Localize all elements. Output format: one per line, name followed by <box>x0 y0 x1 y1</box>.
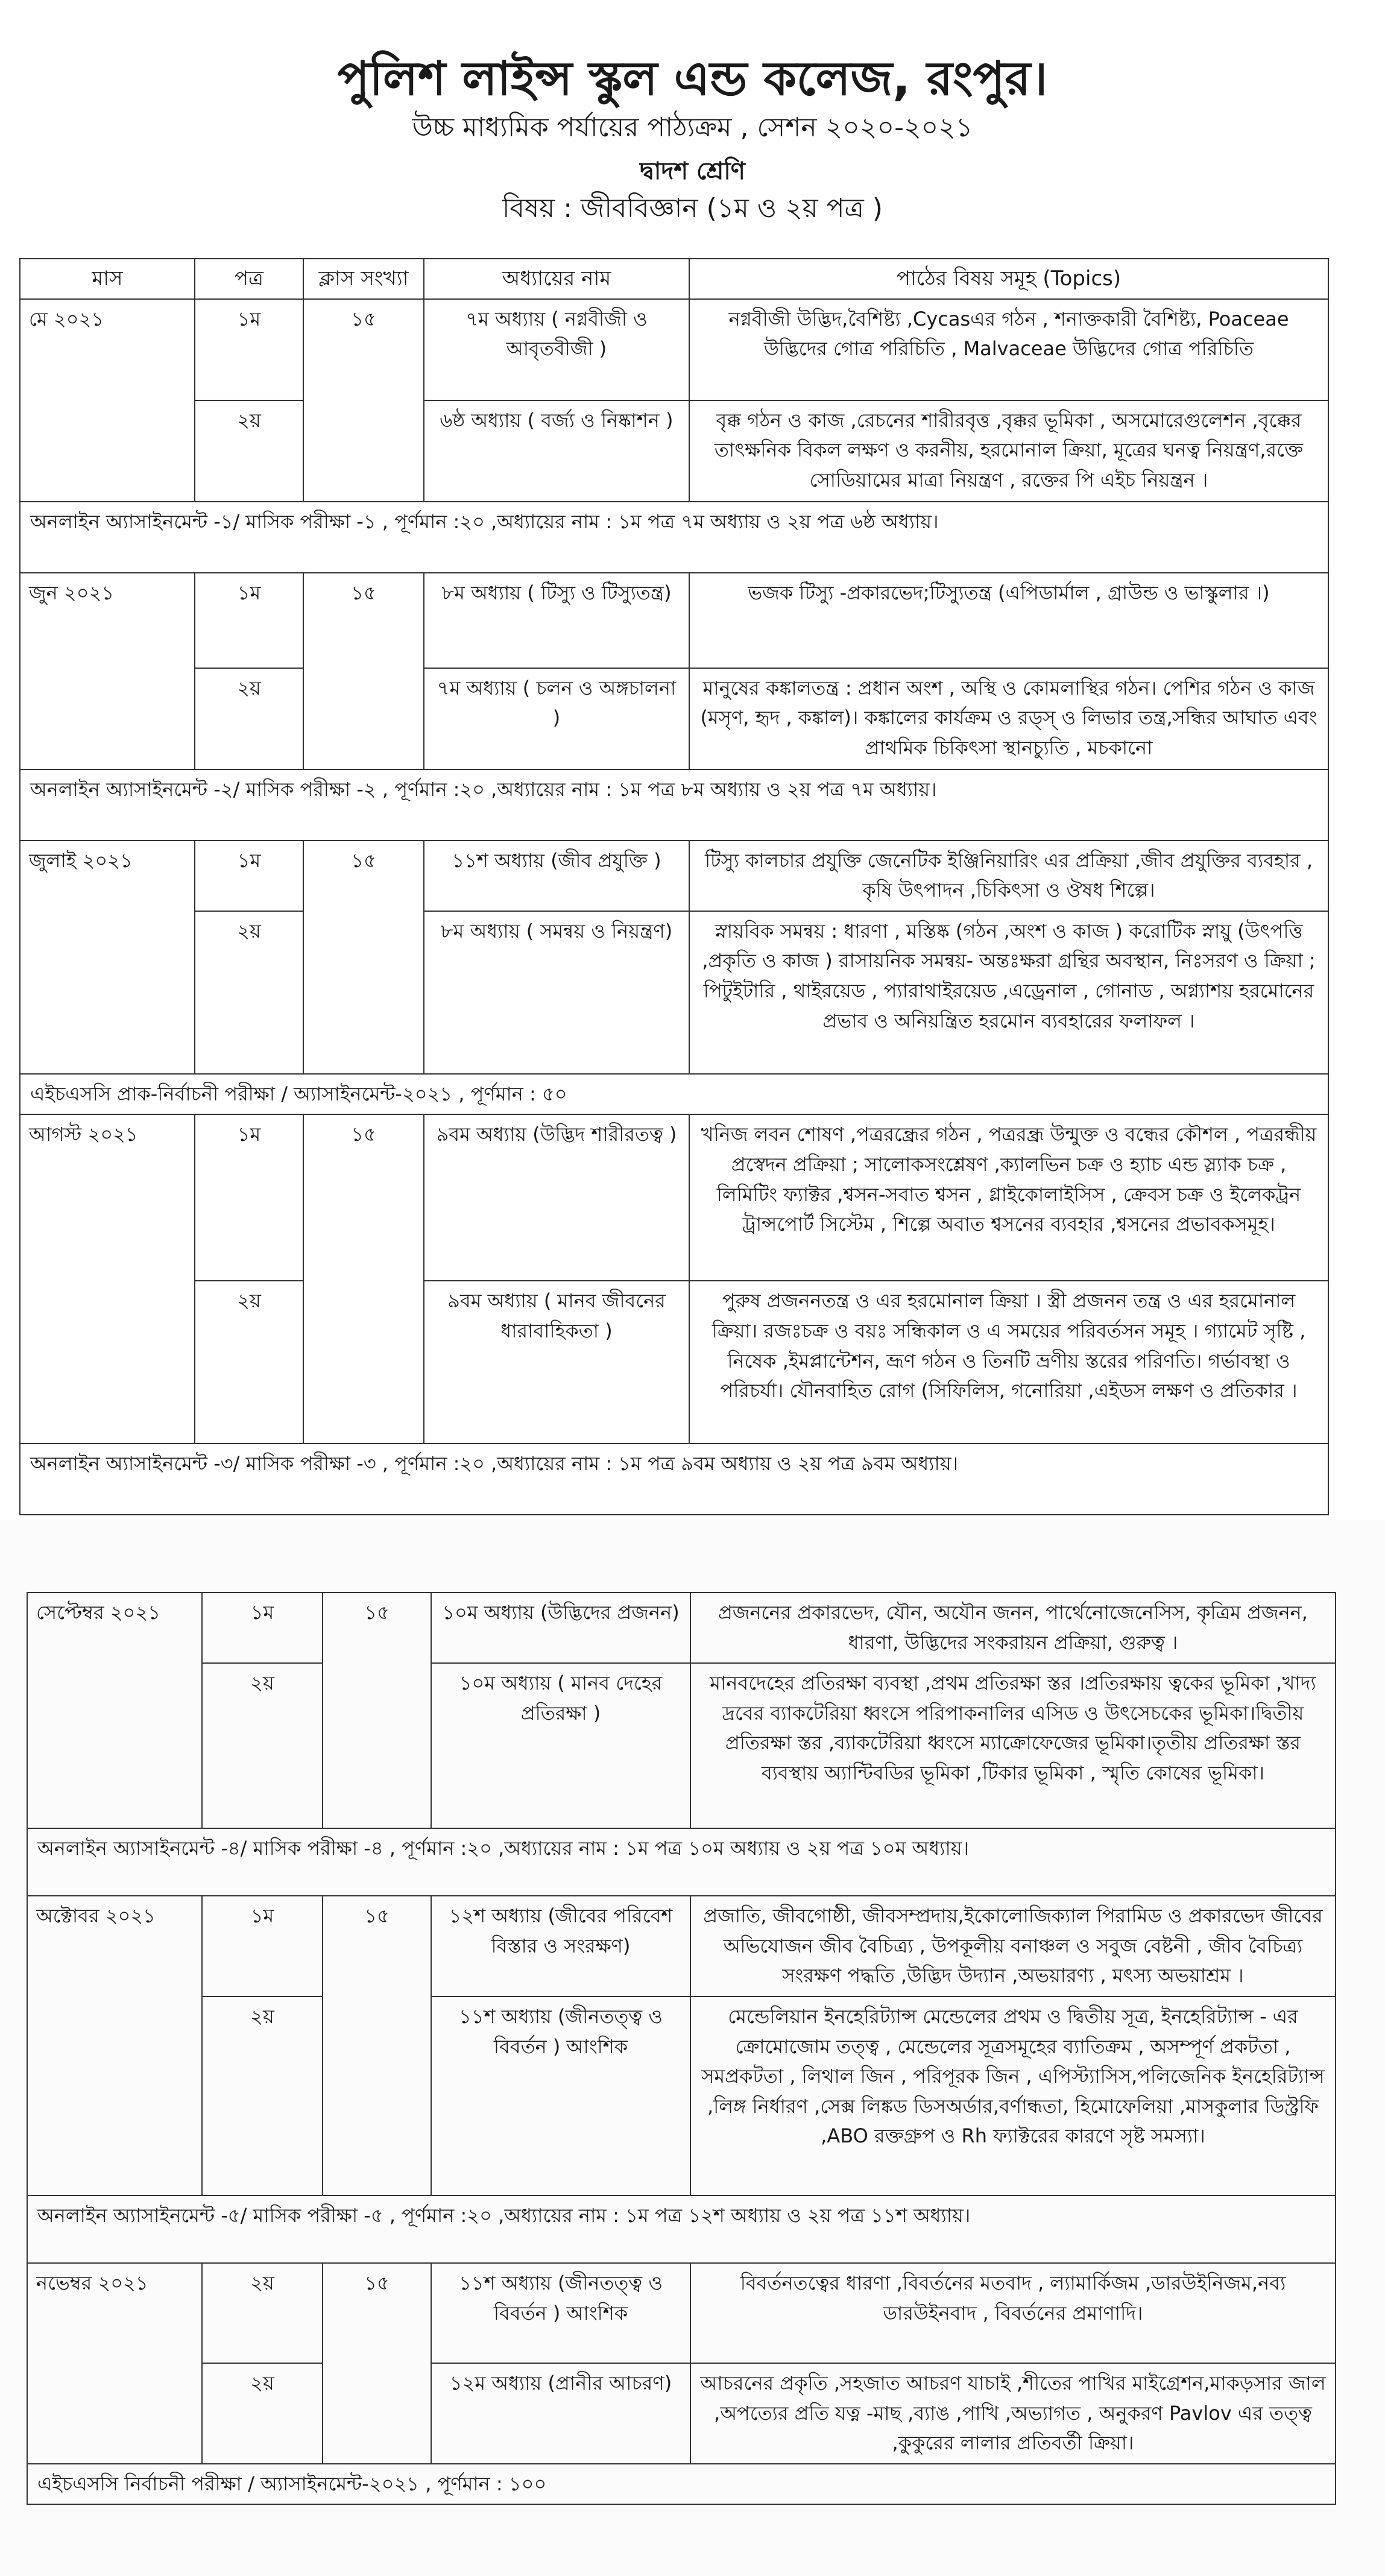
table-row <box>20 400 1328 502</box>
curriculum-line: উচ্চ মাধ্যমিক পর্যায়ের পাঠ্যক্রম , সেশন ২০২০-২০২১ <box>412 112 973 143</box>
chapter-cell: ৭ম অধ্যায় ( চলন ও অঙ্গচালনা ) <box>424 668 689 769</box>
topics-cell: বৃক্ক গঠন ও কাজ ,রেচনের শারীরবৃত্ত ,বৃক্কর ভূমিকা , অসমোরেগুলেশন ,বৃক্কের তাৎক্ষনিক বিকল লক্ষণ ও করনীয়, হরমোনাল ক্রিয়া, মূত্রের ঘনত্ব নিয়ন্ত্রণ,রক্তে সোডিয়ামের মাত্রা নিয়ন্ত্রণ , রক্তের পি এইচ নিয়ন্ত্রন । <box>689 400 1328 502</box>
table-row <box>20 841 1328 911</box>
topics-cell: আচরনের প্রকৃতি ,সহজাত আচরণ যাচাই ,শীতের পাখির মাইগ্রেশন,মাকড়সার জাল ,অপত্যের প্রতি যত্ন -মাছ ,ব্যাঙ ,পাখি ,অভ্যাগত , অনুকরণ Pavlov এর তত্ত্ব ,কুকুরের লালার প্রতিবর্তী ক্রিয়া। <box>690 2363 1336 2464</box>
paper-cell: ২য় <box>195 668 303 769</box>
table-row <box>20 299 1328 400</box>
chapter-cell: ৮ম অধ্যায় ( টিস্যু ও টিস্যুতন্ত্র) <box>424 573 689 668</box>
col-topics: পাঠের বিষয় সমূহ (Topics) <box>689 259 1328 299</box>
chapter-cell: ৮ম অধ্যায় ( সমন্বয় ও নিয়ন্ত্রণ) <box>424 911 689 1074</box>
month-cell: অক্টোবর ২০২১ <box>27 1896 202 2196</box>
syllabus-table-2 <box>27 1592 1336 2505</box>
topics-cell: টিস্যু কালচার প্রযুক্তি জেনেটিক ইঞ্জিনিয়ারিং এর প্রক্রিয়া ,জীব প্রযুক্তির ব্যবহার , কৃষি উৎপাদন ,চিকিৎসা ও ঔষধ শিল্পে। <box>689 841 1328 911</box>
col-classes: ক্লাস সংখ্যা <box>303 259 424 299</box>
topics-cell: পুরুষ প্রজননতন্ত্র ও এর হরমোনাল ক্রিয়া । স্ত্রী প্রজনন তন্ত্র ও এর হরমোনাল ক্রিয়া। রজঃচক্র ও বয়ঃ সন্ধিকাল ও এ সময়ের পরিবর্তসন সমূহ । গ্যামেট সৃষ্টি , নিষেক ,ইমপ্লান্টেশন, ভ্রূণ গঠন ও তিনটি ভ্রণীয় স্তরের পরিণতি। গর্ভাবস্থা ও পরিচর্যা। যৌনবাহিত রোগ (সিফিলিস, গনোরিয়া ,এইডস লক্ষণ ও প্রতিকার । <box>689 1281 1328 1444</box>
paper-cell: ১ম <box>202 1896 323 1997</box>
topics-cell: ভজক টিস্যু -প্রকারভেদ;টিস্যুতন্ত্র (এপিডার্মাল , গ্রাউন্ড ও ভাস্কুলার ।) <box>689 573 1328 668</box>
subject-line: বিষয় : জীববিজ্ঞান (১ম ও ২য় পত্র ) <box>502 193 883 224</box>
paper-cell: ২য় <box>202 2363 323 2464</box>
chapter-cell: ১২ম অধ্যায় (প্রানীর আচরণ) <box>431 2363 690 2464</box>
chapter-cell: ১০ম অধ্যায় ( মানব দেহের প্রতিরক্ষা ) <box>431 1663 690 1828</box>
assessment-row <box>20 1074 1328 1115</box>
classes-cell: ১৫ <box>303 1114 424 1444</box>
paper-cell: ১ম <box>195 573 303 668</box>
assessment-row <box>27 2464 1336 2505</box>
assessment-row <box>27 1828 1336 1896</box>
classes-cell: ১৫ <box>323 1593 431 1828</box>
topics-cell: স্নায়বিক সমন্বয় : ধারণা , মস্তিষ্ক (গঠন ,অংশ ও কাজ ) করোটিক স্নায়ু (উৎপত্তি ,প্রকৃতি ও কাজ ) রাসায়নিক সমন্বয়- অন্তঃক্ষরা গ্রন্থির অবস্থান, নিঃসরণ ও ক্রিয়া ; পিটুইটারি , থাইরয়েড , প্যারাথাইরয়েড ,এড্রেনাল , গোনাড , অগ্ন্যাশয় হরমোনের প্রভাব ও অনিয়ন্ত্রিত হরমোন ব্যবহারের ফলাফল । <box>689 911 1328 1074</box>
classes-cell: ১৫ <box>303 841 424 1074</box>
paper-cell: ২য় <box>202 1663 323 1828</box>
classes-cell: ১৫ <box>303 299 424 502</box>
paper-cell: ২য় <box>202 2263 323 2363</box>
topics-cell: নগ্নবীজী উদ্ভিদ,বৈশিষ্ট্য ,Cycasএর গঠন , শনাক্তকারী বৈশিষ্ট্য, Poaceae উদ্ভিদের গোত্র পরিচিতি , Malvaceae উদ্ভিদের গোত্র পরিচিতি <box>689 299 1328 400</box>
paper-cell: ১ম <box>195 1114 303 1281</box>
assessment-row <box>20 1444 1328 1515</box>
chapter-cell: ৬ষ্ঠ অধ্যায় ( বর্জ্য ও নিষ্কাশন ) <box>424 400 689 502</box>
topics-cell: বিবর্তনতত্বের ধারণা ,বিবর্তনের মতবাদ , ল্যামার্কিজম ,ডারউইনিজম,নব্য ডারউইনবাদ , বিবর্তনের প্রমাণাদি। <box>690 2263 1336 2363</box>
table-row <box>20 1114 1328 1281</box>
month-cell: জুন ২০২১ <box>20 573 195 769</box>
class-name: দ্বাদশ শ্রেণি <box>640 157 745 185</box>
assessment-cell: অনলাইন অ্যাসাইনমেন্ট -৩/ মাসিক পরীক্ষা -৩ , পূর্ণমান :২০ ,অধ্যায়ের নাম : ১ম পত্র ৯বম অধ্যায় ও ২য় পত্র ৯বম অধ্যায়। <box>20 1444 1328 1515</box>
month-cell: জুলাই ২০২১ <box>20 841 195 1074</box>
topics-cell: প্রজননের প্রকারভেদ, যৌন, অযৌন জনন, পার্থেনোজেনেসিস, কৃত্রিম প্রজনন, ধারণা, উদ্ভিদের সংকরায়ন প্রক্রিয়া, গুরুত্ব । <box>690 1593 1336 1663</box>
month-cell: মে ২০২১ <box>20 299 195 502</box>
chapter-cell: ১১শ অধ্যায় (জীনতত্ত্ব ও বিবর্তন ) আংশিক <box>431 2263 690 2363</box>
paper-cell: ২য় <box>202 1997 323 2196</box>
col-chapter: অধ্যায়ের নাম <box>424 259 689 299</box>
table-row <box>20 911 1328 1074</box>
paper-cell: ২য় <box>195 1281 303 1444</box>
month-cell: নভেম্বর ২০২১ <box>27 2263 202 2464</box>
paper-cell: ১ম <box>195 299 303 400</box>
table-row <box>27 1896 1336 1997</box>
chapter-cell: ৯বম অধ্যায় (উদ্ভিদ শারীরতত্ব ) <box>424 1114 689 1281</box>
assessment-cell: এইচএসসি প্রাক-নির্বাচনী পরীক্ষা / অ্যাসাইনমেন্ট-২০২১ , পূর্ণমান : ৫০ <box>20 1074 1328 1115</box>
table-row <box>27 1593 1336 1663</box>
chapter-cell: ৯বম অধ্যায় ( মানব জীবনের ধারাবাহিকতা ) <box>424 1281 689 1444</box>
assessment-cell: অনলাইন অ্যাসাইনমেন্ট -৪/ মাসিক পরীক্ষা -৪ , পূর্ণমান :২০ ,অধ্যায়ের নাম : ১ম পত্র ১০ম অধ্যায় ও ২য় পত্র ১০ম অধ্যায়। <box>27 1828 1336 1896</box>
classes-cell: ১৫ <box>323 1896 431 2196</box>
table-row <box>27 2363 1336 2464</box>
assessment-cell: এইচএসসি নির্বাচনী পরীক্ষা / অ্যাসাইনমেন্ট-২০২১ , পূর্ণমান : ১০০ <box>27 2464 1336 2505</box>
classes-cell: ১৫ <box>323 2263 431 2464</box>
month-cell: আগস্ট ২০২১ <box>20 1114 195 1444</box>
topics-cell: মানবদেহের প্রতিরক্ষা ব্যবস্থা ,প্রথম প্রতিরক্ষা স্তর ।প্রতিরক্ষায় ত্বকের ভূমিকা ,খাদ্য দ্রবের ব্যাকটেরিয়া ধ্বংসে পরিপাকনালির এসিড ও উৎসেচকের ভূমিকা।দ্বিতীয় প্রতিরক্ষা স্তর ,ব্যাকটেরিয়া ধ্বংসে ম্যাক্রোফেজের ভূমিকা।তৃতীয় প্রতিরক্ষা স্তর ব্যবস্থায় অ্যান্টিবডির ভূমিকা ,টিকার ভূমিকা , স্মৃতি কোষের ভূমিকা। <box>690 1663 1336 1828</box>
classes-cell: ১৫ <box>303 573 424 769</box>
topics-cell: প্রজাতি, জীবগোষ্ঠী, জীবসম্প্রদায়,ইকোলোজিক্যাল পিরামিড ও প্রকারভেদ জীবের অভিযোজন জীব বৈচিত্র্য , উপকূলীয় বনাঞ্চল ও সবুজ বেষ্টনী , জীব বৈচিত্র্য সংরক্ষণ পদ্ধতি ,উদ্ভিদ উদ্যান ,অভয়ারণ্য , মৎস্য অভয়াশ্রম । <box>690 1896 1336 1997</box>
chapter-cell: ১০ম অধ্যায় (উদ্ভিদের প্রজনন) <box>431 1593 690 1663</box>
paper-cell: ১ম <box>202 1593 323 1663</box>
table-row <box>20 1281 1328 1444</box>
table-row <box>20 668 1328 769</box>
chapter-cell: ১২শ অধ্যায় (জীবের পরিবেশ বিস্তার ও সংরক্ষণ) <box>431 1896 690 1997</box>
topics-cell: খনিজ লবন শোষণ ,পত্ররন্ধ্রের গঠন , পত্ররন্ধ্র উন্মুক্ত ও বন্ধের কৌশল , পত্ররন্ধীয় প্রস্বেদন প্রক্রিয়া ; সালোকসংশ্লেষণ ,ক্যালভিন চক্র ও হ্যাচ এন্ড স্ল্যাক চক্র , লিমিটিং ফ্যাক্টর ,শ্বসন-সবাত শ্বসন , গ্লাইকোলাইসিস , ক্রেবস চক্র ও ইলেকট্রন ট্রান্সপোর্ট সিস্টেম , শিল্পে অবাত শ্বসনের ব্যবহার ,শ্বসনের প্রভাবকসমূহ। <box>689 1114 1328 1281</box>
paper-cell: ১ম <box>195 841 303 911</box>
month-cell: সেপ্টেম্বর ২০২১ <box>27 1593 202 1828</box>
table-row <box>27 1997 1336 2196</box>
assessment-cell: অনলাইন অ্যাসাইনমেন্ট -৫/ মাসিক পরীক্ষা -৫ , পূর্ণমান :২০ ,অধ্যায়ের নাম : ১ম পত্র ১২শ অধ্যায় ও ২য় পত্র ১১শ অধ্যায়। <box>27 2196 1336 2263</box>
paper-cell: ২য় <box>195 911 303 1074</box>
assessment-row <box>20 769 1328 841</box>
chapter-cell: ৭ম অধ্যায় ( নগ্নবীজী ও আবৃতবীজী ) <box>424 299 689 400</box>
assessment-cell: অনলাইন অ্যাসাইনমেন্ট -২/ মাসিক পরীক্ষা -২ , পূর্ণমান :২০ ,অধ্যায়ের নাম : ১ম পত্র ৮ম অধ্যায় ও ২য় পত্র ৭ম অধ্যায়। <box>20 769 1328 841</box>
chapter-cell: ১১শ অধ্যায় (জীনতত্ত্ব ও বিবর্তন ) আংশিক <box>431 1997 690 2196</box>
table-row <box>27 1663 1336 1828</box>
table-row <box>20 573 1328 668</box>
col-paper: পত্র <box>195 259 303 299</box>
table-row <box>27 2263 1336 2363</box>
chapter-cell: ১১শ অধ্যায় (জীব প্রযুক্তি ) <box>424 841 689 911</box>
assessment-row <box>20 502 1328 573</box>
school-name: পুলিশ লাইন্স স্কুল এন্ড কলেজ, রংপুর। <box>337 52 1048 106</box>
topics-cell: মেন্ডেলিয়ান ইনহেরিট্যান্স মেন্ডেলের প্রথম ও দ্বিতীয় সূত্র, ইনহেরিট্যান্স - এর ক্রোমোজোম তত্ত্ব , মেন্ডেলের সূত্রসমূহের ব্যাতিক্রম , অসম্পূর্ণ প্রকটতা , সমপ্রকটতা , লিথাল জিন , পরিপূরক জিন , এপিস্ট্যাসিস,পলিজেনিক ইনহেরিট্যান্স ,লিঙ্গ নির্ধারণ ,সেক্স লিঙ্কড ডিসঅর্ডার,বর্ণান্ধতা, হিমোফেলিয়া ,মাসকুলার ডিস্ট্রফি ,ABO রক্তগ্রুপ ও Rh ফ্যাক্টরের কারণে সৃষ্ট সমস্যা। <box>690 1997 1336 2196</box>
syllabus-table-1 <box>19 258 1329 1515</box>
topics-cell: মানুষের কঙ্কালতন্ত্র : প্রধান অংশ , অস্থি ও কোমলাস্থির গঠন। পেশির গঠন ও কাজ (মসৃণ, হৃদ , কঙ্কাল)। কঙ্কালের কার্যক্রম ও রড্স্ ও লিভার তন্ত্র,সন্ধির আঘাত এবং প্রাথমিক চিকিৎসা স্থানচ্যুতি , মচকানো <box>689 668 1328 769</box>
assessment-cell: অনলাইন অ্যাসাইনমেন্ট -১/ মাসিক পরীক্ষা -১ , পূর্ণমান :২০ ,অধ্যায়ের নাম : ১ম পত্র ৭ম অধ্যায় ও ২য় পত্র ৬ষ্ঠ অধ্যায়। <box>20 502 1328 573</box>
table-header-row <box>20 259 1328 299</box>
paper-cell: ২য় <box>195 400 303 502</box>
col-month: মাস <box>20 259 195 299</box>
assessment-row <box>27 2196 1336 2263</box>
